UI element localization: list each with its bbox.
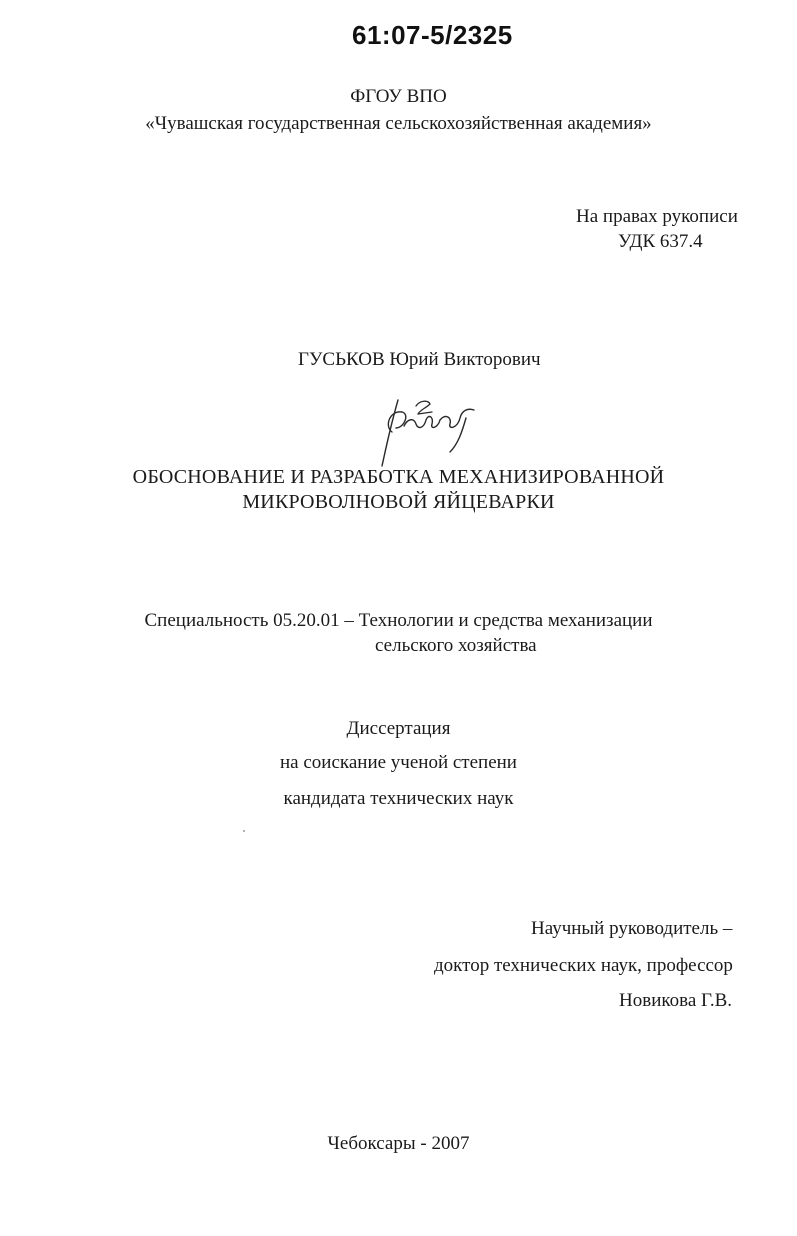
city-year: Чебоксары - 2007	[327, 1133, 470, 1154]
registration-stamp: 61:07-5/2325	[352, 20, 513, 50]
supervisor-degree: доктор технических наук, профессор	[434, 955, 733, 976]
udc-code: УДК 637.4	[618, 231, 703, 252]
scan-speck	[243, 830, 245, 832]
author-signature	[370, 388, 485, 468]
dissertation-label: Диссертация	[346, 718, 451, 739]
degree-name: кандидата технических наук	[283, 788, 514, 809]
thesis-title-line-2: МИКРОВОЛНОВОЙ ЯЙЦЕВАРКИ	[242, 491, 555, 513]
supervisor-name: Новикова Г.В.	[619, 990, 733, 1011]
supervisor-role: Научный руководитель –	[531, 918, 733, 939]
specialty-line-2: сельского хозяйства	[375, 635, 537, 656]
thesis-title-line-1: ОБОСНОВАНИЕ И РАЗРАБОТКА МЕХАНИЗИРОВАННОЙ	[132, 466, 665, 488]
specialty-line-1: Специальность 05.20.01 – Технологии и средства механизации	[144, 610, 653, 631]
manuscript-rights: На правах рукописи	[576, 206, 738, 227]
degree-purpose: на соискание ученой степени	[280, 752, 517, 773]
author-name: ГУСЬКОВ Юрий Викторович	[298, 349, 541, 370]
academy-name: «Чувашская государственная сельскохозяйственная академия»	[145, 113, 652, 134]
org-name: ФГОУ ВПО	[350, 86, 447, 107]
